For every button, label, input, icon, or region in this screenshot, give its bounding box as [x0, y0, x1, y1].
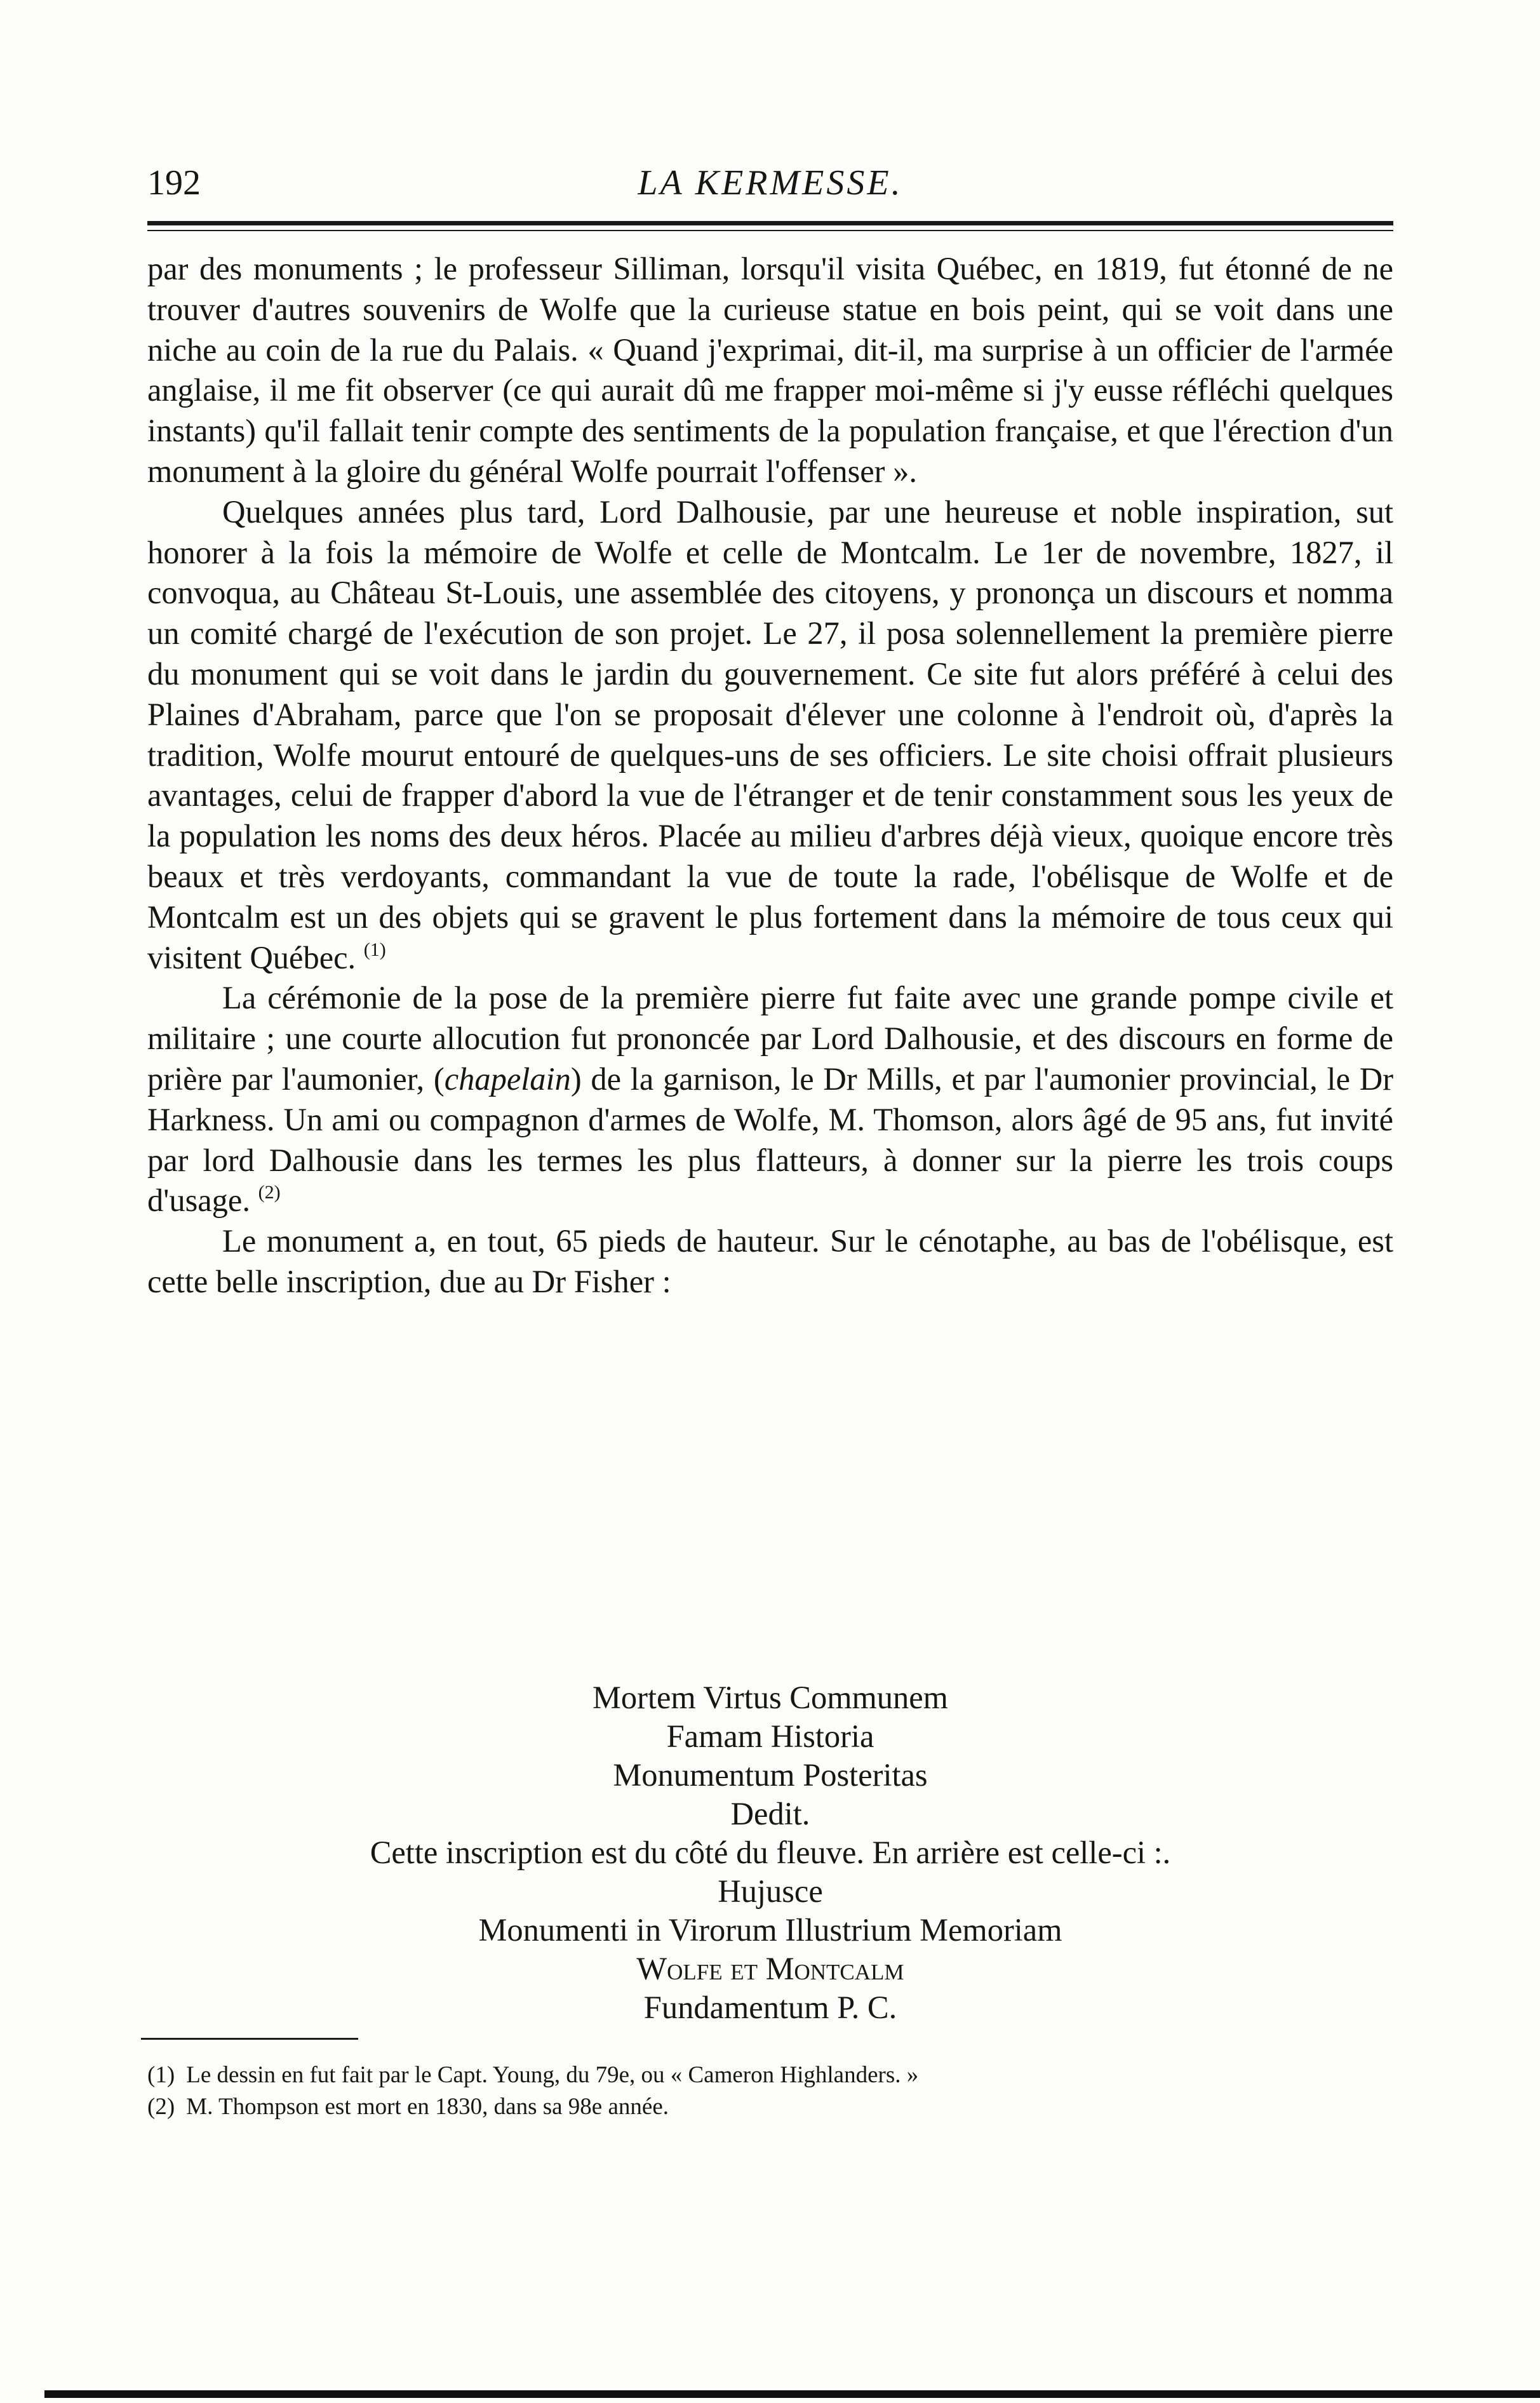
header-rule-thick [147, 221, 1393, 225]
paragraph-3-text-a: La cérémonie de la pose de la première pierre fut faite avec une grande pompe civile et militaire ; une courte allocution fut prononcée par Lord Dalhousie, et des discours en forme de prière par l'aumonier, ( [147, 980, 1393, 1097]
page-number: 192 [147, 163, 201, 203]
page-header [147, 157, 1393, 208]
paragraph-3-text-b: ) de la garnison, le Dr Mills, et par l'aumonier provincial, le Dr Harkness. Un ami ou compagnon d'armes de Wolfe, M. Thomson, alors âgé de 95 ans, fut invité par lord Dalhousie dans les termes les plus flatteurs, à donner sur la pierre les trois coups d'usage. [147, 1061, 1394, 1219]
body-text [147, 249, 1393, 1302]
paragraph-2 [147, 492, 1393, 979]
scan-edge-bar [44, 2390, 1540, 2398]
paragraph-1: par des monuments ; le professeur Silliman, lorsqu'il visita Québec, en 1819, fut étonné de ne trouver d'autres souvenirs de Wolfe que la curieuse statue en bois peint, qui se voit dans une niche au coin de la rue du Palais. « Quand j'exprimai, dit-il, ma surprise à un officier de l'armée anglaise, il me fit observer (ce qui aurait dû me frapper moi-même si j'y eusse réfléchi quelques instants) qu'il fallait tenir compte des sentiments de la population française, et que l'érection d'un monument à la gloire du général Wolfe pourrait l'offenser ». [147, 251, 1393, 489]
inscription-line: Fundamentum P. C. [643, 1990, 897, 2025]
paragraph-3-italic: chapelain [444, 1061, 571, 1097]
inscription-line: Wolfe et Montcalm [636, 1951, 904, 1986]
inscription-line: Mortem Virtus Communem [593, 1680, 948, 1715]
inscription-line: Monumenti in Virorum Illustrium Memoriam [478, 1912, 1062, 1948]
footnote-number: (1) [147, 2062, 175, 2088]
running-title: LA KERMESSE. [638, 163, 903, 203]
inscription-line: Dedit. [730, 1796, 810, 1831]
footnote-2 [147, 2091, 1393, 2123]
paragraph-2-text: Quelques années plus tard, Lord Dalhousie, par une heureuse et noble inspiration, sut honorer à la fois la mémoire de Wolfe et celle de Montcalm. Le 1er de novembre, 1827, il convoqua, au Château St-Louis, une assemblée des citoyens, y prononça un discours et nomma un comité chargé de l'exécution de son projet. Le 27, il posa solennellement la première pierre du monument qui se voit dans le jardin du gouvernement. Ce site fut alors préféré à celui des Plaines d'Abraham, parce que l'on se proposait d'élever une colonne à l'endroit où, d'après la tradition, Wolfe mourut entouré de quelques-uns de ses officiers. Le site choisi offrait plusieurs avantages, celui de frapper d'abord la vue de l'étranger et de tenir constamment sous les yeux de la population les noms des deux héros. Placée au milieu d'arbres déjà vieux, quoique encore très beaux et très verdoyants, commandant la vue de toute la rade, l'obélisque de Wolfe et de Montcalm est un des objets qui se gravent le plus fortement dans la mémoire de tous ceux qui visitent Québec. [147, 493, 1393, 975]
footnote-rule [141, 2038, 358, 2040]
paragraph-4: Le monument a, en tout, 65 pieds de hauteur. Sur le cénotaphe, au bas de l'obélisque, est cette belle inscription, due au Dr Fisher : [147, 1223, 1393, 1299]
footnote-text: M. Thompson est mort en 1830, dans sa 98e année. [186, 2094, 669, 2120]
footnote-text: Le dessin en fut fait par le Capt. Young, du 79e, ou « Cameron Highlanders. » [186, 2062, 919, 2088]
footnote-1 [147, 2059, 1393, 2091]
paragraph-3 [147, 978, 1393, 1221]
footnote-ref-2: (2) [258, 1182, 281, 1203]
inscription-line: Monumentum Posteritas [613, 1757, 928, 1793]
footnote-ref-1: (1) [363, 939, 386, 960]
header-rule-thin [147, 230, 1393, 231]
footnotes [147, 2059, 1393, 2123]
footnote-number: (2) [147, 2094, 175, 2120]
inscription-note: Cette inscription est du côté du fleuve. En arrière est celle-ci :. [370, 1835, 1171, 1870]
inscription-block [147, 1678, 1393, 2027]
inscription-line: Famam Historia [666, 1718, 874, 1754]
inscription-line: Hujusce [718, 1873, 823, 1909]
